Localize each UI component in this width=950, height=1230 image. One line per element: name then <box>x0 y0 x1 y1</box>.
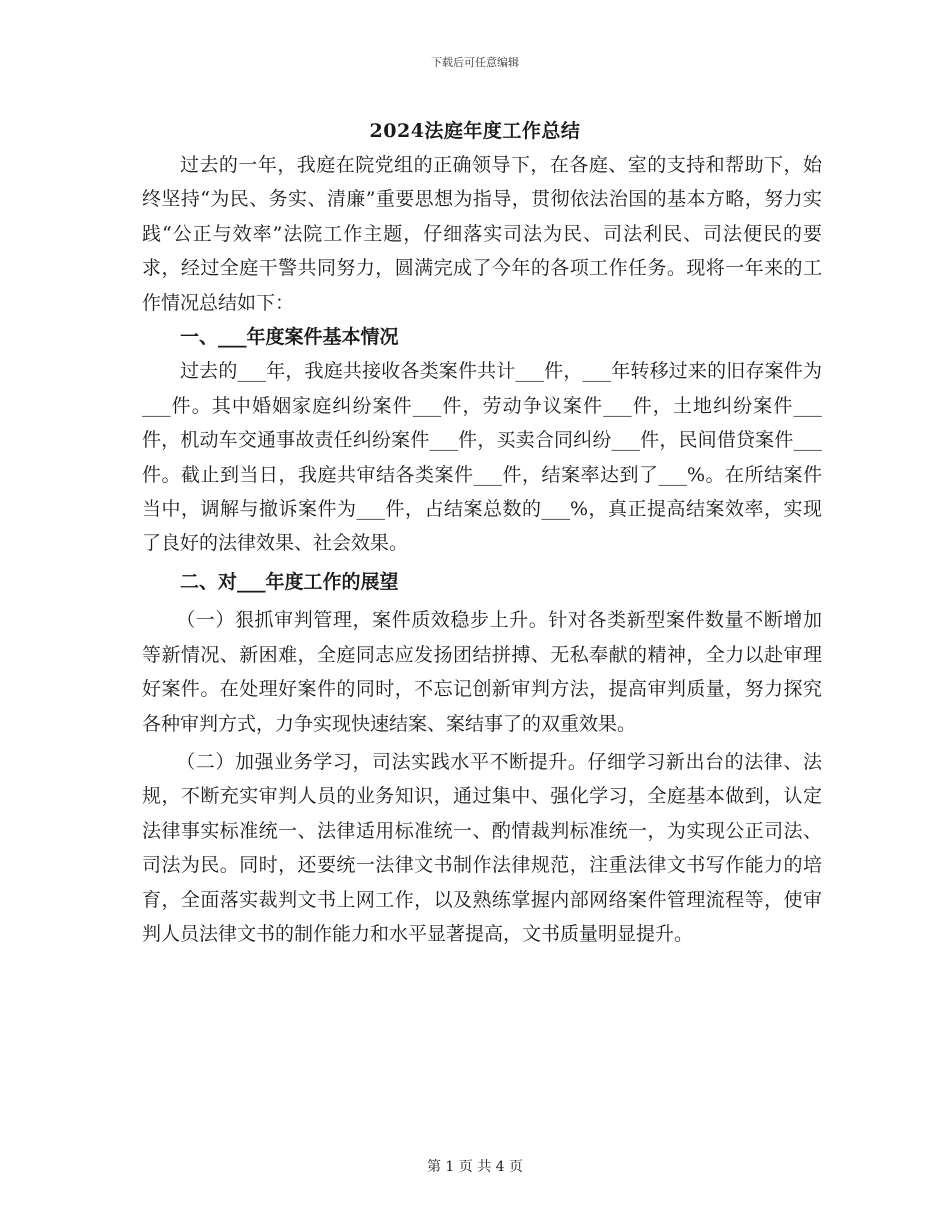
section-2-item-2: （二）加强业务学习，司法实践水平不断提升。仔细学习新出台的法律、法规，不断充实审判人员的业务知识，通过集中、强化学习，全庭基本做到，认定法律事实标准统一、法律适用标准统一、酌情裁判标准统一，为实现公正司法、司法为民。同时，还要统一法律文书制作法律规范，注重法律文书写作能力的培育，全面落实裁判文书上网工作，以及熟练掌握内部网络案件管理流程等，使审判人员法律文书的制作能力和水平显著提高，文书质量明显提升。 <box>142 750 822 945</box>
section-2-item-1: （一）狠抓审判管理，案件质效稳步上升。针对各类新型案件数量不断增加等新情况、新困难，全庭同志应发扬团结拼搏、无私奉献的精神，全力以赴审理好案件。在处理好案件的同时，不忘记创新审判方法，提高审判质量，努力探究各种审判方式，力争实现快速结案、案结事了的双重效果。 <box>142 609 822 735</box>
document-title: 2024法庭年度工作总结 <box>369 120 581 142</box>
section-1-heading: 一、___年度案件基本情况 <box>180 326 399 349</box>
document-body <box>142 148 822 951</box>
intro-paragraph: 过去的一年，我庭在院党组的正确领导下，在各庭、室的支持和帮助下，始终坚持“为民、务实、清廉”重要思想为指导，贯彻依法治国的基本方略，努力实践“公正与效率”法院工作主题，仔细落实司法为民、司法利民、司法便民的要求，经过全庭干警共同努力，圆满完成了今年的各项工作任务。现将一年来的工作情况总结如下： <box>142 154 822 314</box>
page-number: 第 1 页 共 4 页 <box>426 1159 524 1175</box>
section-1-paragraph: 过去的___年，我庭共接收各类案件共计___件，___年转移过来的旧存案件为___件。其中婚姻家庭纠纷案件___件，劳动争议案件___件，土地纠纷案件___件，机动车交通事故责任纠纷案件___件，买卖合同纠纷___件，民间借贷案件___件。截止到当日，我庭共审结各类案件___件，结案率达到了___%。在所结案件当中，调解与撤诉案件为___件，占结案总数的___%，真正提高结案效率，实现了良好的法律效果、社会效果。 <box>142 360 822 555</box>
header-note: 下载后可任意编辑 <box>431 56 519 69</box>
section-2-heading: 二、对___年度工作的展望 <box>180 570 399 593</box>
